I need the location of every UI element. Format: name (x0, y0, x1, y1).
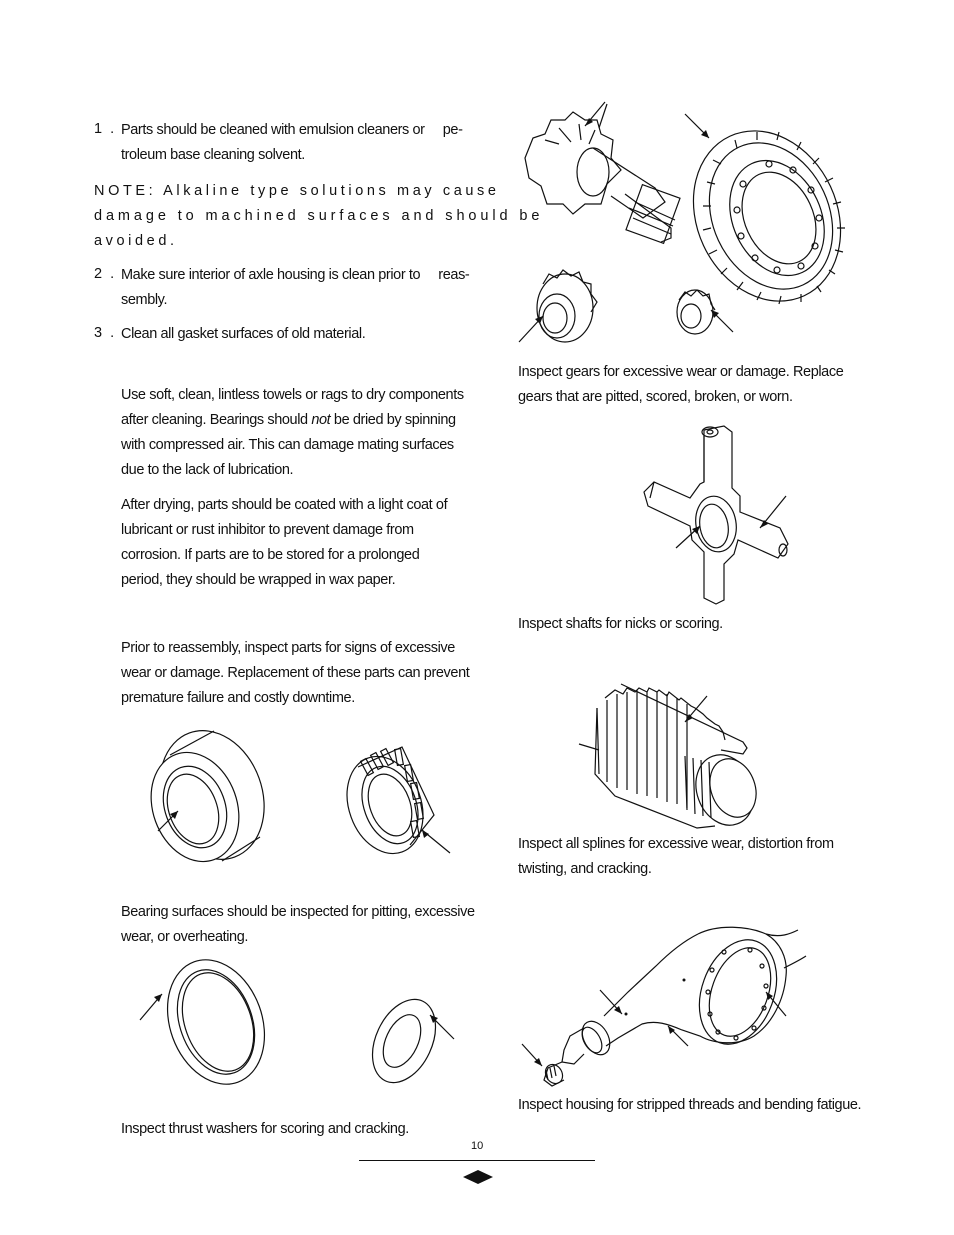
note-line3: avoided. (94, 233, 178, 249)
drying-p1-line2 (121, 408, 456, 433)
step-2-line1: Make sure interior of axle housing is clean prior to reas- (121, 267, 470, 283)
pinion-gear-icon (525, 112, 680, 243)
shafts-caption: Inspect shafts for nicks or scoring. (518, 616, 723, 632)
inspection-line1: Prior to reassembly, inspect parts for signs of excessive (121, 640, 455, 656)
drying-p1-line2-a: after cleaning. Bearings should (121, 412, 312, 428)
axle-housing-illustration (518, 920, 808, 1095)
bearings-caption-line1: Bearing surfaces should be inspected for pitting, excessive (121, 904, 475, 920)
large-thrust-washer-illustration (138, 952, 268, 1092)
inspection-line3: premature failure and costly downtime. (121, 690, 355, 706)
differential-cross-shaft-illustration (640, 422, 800, 607)
footer-rule (359, 1160, 595, 1161)
drying-p2-line3: corrosion. If parts are to be stored for a prolonged (121, 547, 420, 563)
step-3-line1: Clean all gasket surfaces of old material. (121, 326, 366, 342)
drying-p2-line2: lubricant or rust inhibitor to prevent damage from (121, 522, 414, 538)
drying-p2-line4: period, they should be wrapped in wax paper. (121, 572, 396, 588)
drying-p1-line3: with compressed air. This can damage mating surfaces (121, 437, 454, 453)
gears-caption-line1: Inspect gears for excessive wear or damage. Replace (518, 364, 844, 380)
splines-caption-line2: twisting, and cracking. (518, 861, 652, 877)
drying-p2-line1: After drying, parts should be coated with a light coat of (121, 497, 448, 513)
note-line2: damage to machined surfaces and should be (94, 208, 544, 224)
step-2-line2: sembly. (121, 292, 168, 308)
note-line1: NOTE: Alkaline type solutions may cause (94, 183, 500, 199)
bearings-caption-line2: wear, or overheating. (121, 929, 249, 945)
step-1-number: 1 . (94, 121, 117, 137)
drying-p1-line4: due to the lack of lubrication. (121, 462, 294, 478)
splines-caption-line1: Inspect all splines for excessive wear, distortion from (518, 836, 834, 852)
inspection-line2: wear or damage. Replacement of these parts can prevent (121, 665, 470, 681)
ring-and-pinion-gears-illustration (515, 98, 850, 343)
roller-bearing-cone-illustration (340, 735, 455, 860)
spider-gear-icon (677, 290, 733, 334)
bearing-cup-illustration (140, 725, 280, 870)
step-2-number: 2 . (94, 266, 117, 282)
page-number: 10 (471, 1140, 484, 1152)
side-gear-icon (519, 270, 597, 342)
ring-gear-icon (666, 107, 867, 326)
step-1-line2: troleum base cleaning solvent. (121, 147, 305, 163)
splined-shaft-illustration (575, 678, 765, 833)
drying-emphasis-not: not (311, 412, 331, 428)
thrust-washer-caption: Inspect thrust washers for scoring and cracking. (121, 1121, 409, 1137)
small-thrust-washer-illustration (368, 995, 458, 1085)
footer-diamond-icon (463, 1170, 493, 1184)
drying-p1-line1: Use soft, clean, lintless towels or rags to dry components (121, 387, 464, 403)
step-3-number: 3 . (94, 325, 117, 341)
housing-caption: Inspect housing for stripped threads and bending fatigue. (518, 1097, 862, 1113)
drying-p1-line2-b: be dried by spinning (330, 412, 456, 428)
gears-caption-line2: gears that are pitted, scored, broken, or worn. (518, 389, 793, 405)
step-1-line1: Parts should be cleaned with emulsion cleaners or pe- (121, 122, 463, 138)
